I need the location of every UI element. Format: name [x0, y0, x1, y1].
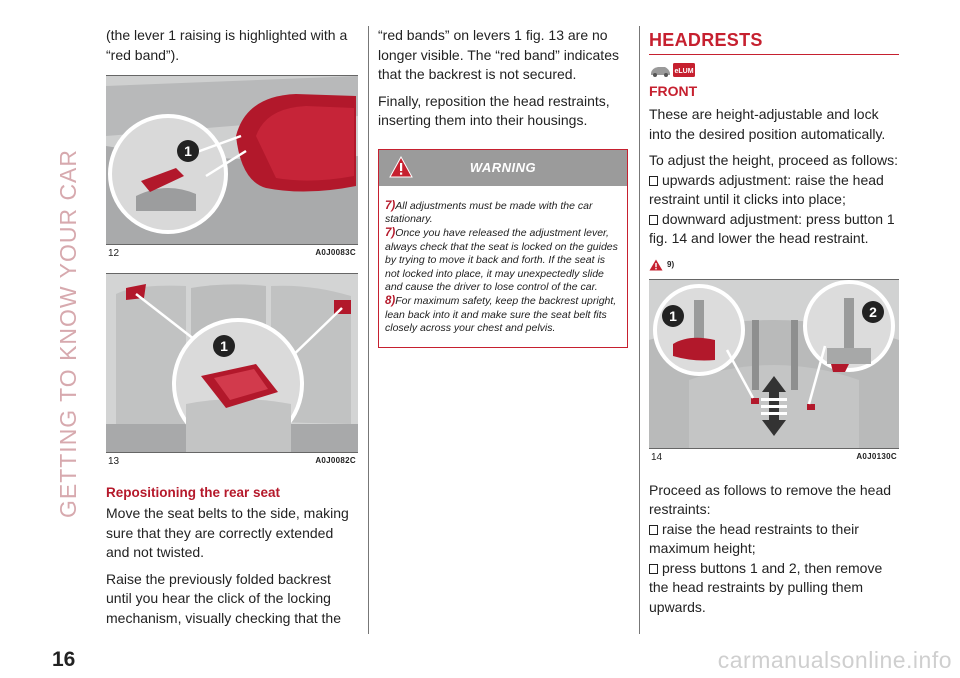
figure-14-code: A0J0130C — [856, 451, 897, 461]
figure-14-caption — [649, 449, 899, 463]
paragraph: Move the seat belts to the side, making sure that they are correctly extended and not twisted. — [106, 505, 349, 560]
checkbox-bullet-icon — [649, 176, 658, 186]
paragraph: These are height-adjustable and lock into the desired position automatically. — [649, 106, 886, 142]
warning-item-text: All adjustments must be made with the car stationary. — [385, 199, 593, 225]
column-divider — [368, 26, 369, 634]
checkbox-bullet-icon — [649, 564, 658, 574]
warning-item — [385, 295, 621, 335]
bullet-text: raise the head restraints to their maximum height; — [649, 520, 859, 556]
paragraph: Proceed as follows to remove the head restraints: — [649, 481, 892, 517]
bullet-item — [649, 210, 899, 249]
column-divider — [639, 26, 640, 634]
paragraph: Raise the previously folded backrest until you hear the click of the locking mechanism, visually checking that the — [106, 570, 341, 626]
warning-item-number: 7) — [385, 227, 396, 240]
figure-12-callout: 1 — [184, 143, 192, 159]
warning-title: WARNING — [469, 160, 537, 175]
warning-triangle-icon — [389, 156, 413, 178]
column-3 — [649, 26, 899, 617]
figure-13-illustration — [106, 274, 358, 452]
warning-reference-number: 9) — [667, 260, 675, 269]
bullet-item — [649, 559, 899, 618]
elum-badge-text: eLUM — [674, 68, 694, 75]
warning-reference — [649, 259, 899, 271]
paragraph: Finally, reposition the head restraints, inserting them into their housings. — [378, 92, 610, 128]
sidebar-section-title — [50, 28, 88, 638]
lum-indicator — [649, 63, 899, 77]
bullet-item — [649, 171, 899, 210]
paragraph: “red bands” on levers 1 fig. 13 are no longer visible. The “red band” indicates that the backrest is not secured. — [378, 27, 619, 82]
watermark-text: carmanualsonline.info — [717, 647, 952, 673]
sidebar-title-text: GETTING TO KNOW YOUR CAR — [55, 148, 82, 518]
checkbox-bullet-icon — [649, 215, 658, 225]
figure-14-callout-1: 1 — [669, 307, 677, 324]
car-icon — [649, 63, 671, 77]
figure-12-code: A0J0083C — [315, 248, 356, 257]
figure-12 — [106, 75, 358, 245]
checkbox-bullet-icon — [649, 525, 658, 535]
figure-13-callout: 1 — [220, 338, 228, 354]
column-2 — [378, 26, 628, 348]
intro-text: (the lever 1 raising is highlighted with a “red band”). — [106, 27, 348, 63]
warning-item-number: 7) — [385, 199, 396, 212]
section-heading-headrests: HEADRESTS — [649, 30, 899, 55]
figure-13-caption — [106, 453, 358, 467]
bullet-text: downward adjustment: press button 1 fig. 14 and lower the head restraint. — [649, 210, 895, 246]
warning-triangle-icon — [649, 259, 663, 271]
figure-12-illustration — [106, 76, 358, 244]
figure-14 — [649, 279, 899, 449]
figure-12-caption — [106, 245, 358, 259]
figure-14-number: 14 — [651, 451, 663, 463]
subheading-repositioning: Repositioning the rear seat — [106, 485, 281, 500]
figure-13 — [106, 273, 358, 453]
warning-item-text: Once you have released the adjustment lever, always check that the seat is locked on the guides by trying to move it back and forth. If the seat is not locked into place, it may unexpectedly slide and cause the driver to lose control of the car. — [385, 227, 618, 293]
warning-box — [378, 149, 628, 348]
figure-14-illustration — [649, 280, 899, 448]
warning-body — [379, 186, 627, 347]
figure-13-number: 13 — [108, 456, 120, 467]
warning-item-number: 8) — [385, 295, 396, 308]
paragraph: To adjust the height, proceed as follows: — [649, 152, 899, 168]
warning-item-text: For maximum safety, keep the backrest upright, lean back into it and make sure the seat belt fits closely across your chest and pelvis. — [385, 295, 617, 335]
warning-header — [379, 150, 627, 186]
figure-12-number: 12 — [108, 248, 120, 259]
warning-item — [385, 200, 621, 227]
front-heading: FRONT — [649, 83, 698, 99]
warning-item — [385, 227, 621, 294]
elum-badge-icon — [673, 63, 695, 77]
bullet-text: press buttons 1 and 2, then remove the head restraints by pulling them upwards. — [649, 559, 883, 615]
bullet-item — [649, 520, 899, 559]
figure-14-callout-2: 2 — [869, 303, 877, 320]
page-number: 16 — [52, 648, 76, 671]
bullet-text: upwards adjustment: raise the head restraint until it clicks into place; — [649, 171, 884, 207]
figure-13-code: A0J0082C — [315, 456, 356, 465]
column-1 — [106, 26, 358, 635]
